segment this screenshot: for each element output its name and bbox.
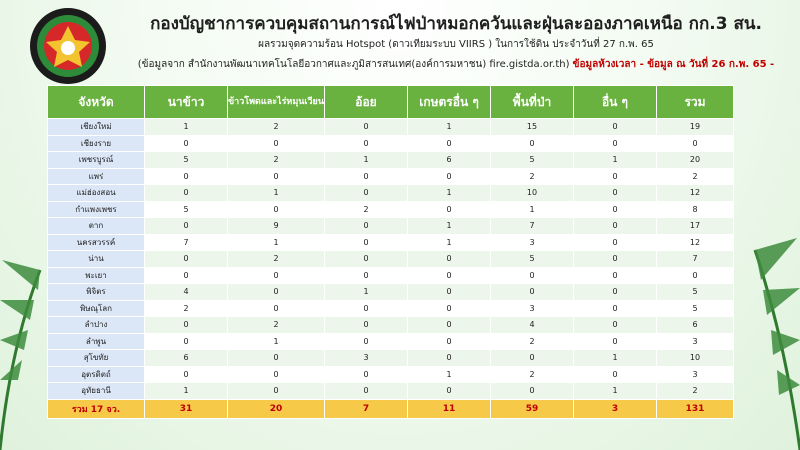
cell-forest: 15 bbox=[491, 119, 574, 136]
cell-province: อุทัยธานี bbox=[48, 383, 145, 400]
header bbox=[0, 0, 800, 84]
cell-forest: 0 bbox=[491, 135, 574, 152]
cell-forest: 0 bbox=[491, 350, 574, 367]
cell-sugarcane: 1 bbox=[325, 284, 408, 301]
cell-rice: 1 bbox=[145, 119, 228, 136]
table-row bbox=[48, 218, 734, 235]
cell-rice: 0 bbox=[145, 218, 228, 235]
cell-province: พิษณุโลก bbox=[48, 300, 145, 317]
cell-other: 0 bbox=[574, 300, 657, 317]
cell-province: พะเยา bbox=[48, 267, 145, 284]
column-header-rice: นาข้าว bbox=[145, 86, 228, 119]
total-cell-corn: 20 bbox=[228, 399, 325, 418]
cell-total: 0 bbox=[657, 135, 734, 152]
cell-corn: 0 bbox=[228, 383, 325, 400]
table-row bbox=[48, 185, 734, 202]
cell-total: 3 bbox=[657, 333, 734, 350]
cell-other: 1 bbox=[574, 350, 657, 367]
cell-corn: 0 bbox=[228, 267, 325, 284]
cell-total: 19 bbox=[657, 119, 734, 136]
cell-other: 0 bbox=[574, 135, 657, 152]
table-header-row bbox=[48, 86, 734, 119]
cell-other-agriculture: 1 bbox=[408, 185, 491, 202]
cell-other-agriculture: 0 bbox=[408, 135, 491, 152]
column-header-sugarcane: อ้อย bbox=[325, 86, 408, 119]
total-cell-other: 3 bbox=[574, 399, 657, 418]
table-row bbox=[48, 251, 734, 268]
total-cell-rice: 31 bbox=[145, 399, 228, 418]
hotspot-table bbox=[47, 85, 734, 419]
cell-corn: 0 bbox=[228, 350, 325, 367]
cell-corn: 1 bbox=[228, 333, 325, 350]
cell-province: ลำปาง bbox=[48, 317, 145, 334]
total-cell-total: 131 bbox=[657, 399, 734, 418]
cell-corn: 1 bbox=[228, 185, 325, 202]
cell-rice: 2 bbox=[145, 300, 228, 317]
cell-rice: 6 bbox=[145, 350, 228, 367]
table-row bbox=[48, 317, 734, 334]
cell-province: น่าน bbox=[48, 251, 145, 268]
cell-corn: 1 bbox=[228, 234, 325, 251]
table-row bbox=[48, 168, 734, 185]
cell-corn: 0 bbox=[228, 284, 325, 301]
emblem-logo-icon bbox=[28, 6, 108, 86]
cell-forest: 2 bbox=[491, 333, 574, 350]
cell-rice: 5 bbox=[145, 152, 228, 169]
table-row bbox=[48, 284, 734, 301]
cell-corn: 0 bbox=[228, 366, 325, 383]
cell-rice: 5 bbox=[145, 201, 228, 218]
column-header-province: จังหวัด bbox=[48, 86, 145, 119]
cell-sugarcane: 0 bbox=[325, 119, 408, 136]
data-source-text: (ข้อมูลจาก สำนักงานพัฒนาเทคโนโลยีอวกาศและภูมิสารสนเทศ(องค์การมหาชน) fire.gistda.or.th) bbox=[137, 59, 570, 70]
table-row bbox=[48, 300, 734, 317]
table-row bbox=[48, 152, 734, 169]
cell-other-agriculture: 0 bbox=[408, 383, 491, 400]
cell-total: 12 bbox=[657, 234, 734, 251]
table-row bbox=[48, 366, 734, 383]
cell-forest: 0 bbox=[491, 284, 574, 301]
cell-total: 0 bbox=[657, 267, 734, 284]
cell-total: 5 bbox=[657, 300, 734, 317]
total-cell-forest: 59 bbox=[491, 399, 574, 418]
cell-forest: 5 bbox=[491, 152, 574, 169]
cell-total: 6 bbox=[657, 317, 734, 334]
cell-corn: 2 bbox=[228, 119, 325, 136]
table-total-row bbox=[48, 399, 734, 418]
cell-province: เพชรบูรณ์ bbox=[48, 152, 145, 169]
cell-province: กำแพงเพชร bbox=[48, 201, 145, 218]
cell-sugarcane: 0 bbox=[325, 168, 408, 185]
cell-other: 0 bbox=[574, 333, 657, 350]
cell-forest: 7 bbox=[491, 218, 574, 235]
page-title: กองบัญชาการควบคุมสถานการณ์ไฟป่าหมอกควันและฝุ่นละอองภาคเหนือ กก.3 สน. bbox=[150, 14, 762, 34]
cell-other: 0 bbox=[574, 185, 657, 202]
cell-other-agriculture: 0 bbox=[408, 251, 491, 268]
cell-forest: 5 bbox=[491, 251, 574, 268]
cell-other-agriculture: 0 bbox=[408, 201, 491, 218]
column-header-corn: ข้าวโพดและไร่หมุนเวียน bbox=[228, 86, 325, 119]
cell-other-agriculture: 0 bbox=[408, 168, 491, 185]
table-row bbox=[48, 135, 734, 152]
cell-sugarcane: 0 bbox=[325, 317, 408, 334]
cell-rice: 0 bbox=[145, 317, 228, 334]
cell-province: นครสวรรค์ bbox=[48, 234, 145, 251]
cell-other: 1 bbox=[574, 383, 657, 400]
cell-forest: 4 bbox=[491, 317, 574, 334]
cell-sugarcane: 0 bbox=[325, 234, 408, 251]
column-header-total: รวม bbox=[657, 86, 734, 119]
cell-rice: 1 bbox=[145, 383, 228, 400]
cell-forest: 2 bbox=[491, 366, 574, 383]
cell-sugarcane: 2 bbox=[325, 201, 408, 218]
cell-province: แม่ฮ่องสอน bbox=[48, 185, 145, 202]
cell-sugarcane: 0 bbox=[325, 185, 408, 202]
cell-sugarcane: 0 bbox=[325, 267, 408, 284]
cell-province: ลำพูน bbox=[48, 333, 145, 350]
cell-total: 12 bbox=[657, 185, 734, 202]
cell-other-agriculture: 0 bbox=[408, 317, 491, 334]
cell-forest: 1 bbox=[491, 201, 574, 218]
cell-other: 0 bbox=[574, 267, 657, 284]
table-row bbox=[48, 234, 734, 251]
cell-corn: 9 bbox=[228, 218, 325, 235]
table-row bbox=[48, 267, 734, 284]
cell-other: 0 bbox=[574, 201, 657, 218]
cell-sugarcane: 0 bbox=[325, 333, 408, 350]
cell-forest: 0 bbox=[491, 267, 574, 284]
cell-province: เชียงราย bbox=[48, 135, 145, 152]
cell-sugarcane: 0 bbox=[325, 383, 408, 400]
total-cell-other-agriculture: 11 bbox=[408, 399, 491, 418]
column-header-forest: พื้นที่ป่า bbox=[491, 86, 574, 119]
cell-other: 0 bbox=[574, 119, 657, 136]
cell-other: 0 bbox=[574, 218, 657, 235]
cell-forest: 3 bbox=[491, 234, 574, 251]
column-header-other-agriculture: เกษตรอื่น ๆ bbox=[408, 86, 491, 119]
cell-corn: 2 bbox=[228, 251, 325, 268]
cell-forest: 3 bbox=[491, 300, 574, 317]
cell-other-agriculture: 1 bbox=[408, 366, 491, 383]
cell-other: 0 bbox=[574, 284, 657, 301]
palm-leaf-right-icon bbox=[735, 120, 800, 450]
column-header-other: อื่น ๆ bbox=[574, 86, 657, 119]
cell-sugarcane: 0 bbox=[325, 251, 408, 268]
data-timestamp-highlight: ข้อมูลห้วงเวลา - ข้อมูล ณ วันที่ 26 ก.พ. 65 - bbox=[572, 59, 775, 70]
cell-corn: 0 bbox=[228, 300, 325, 317]
cell-total: 2 bbox=[657, 168, 734, 185]
cell-province: พิจิตร bbox=[48, 284, 145, 301]
cell-rice: 0 bbox=[145, 168, 228, 185]
cell-province: ตาก bbox=[48, 218, 145, 235]
cell-total: 20 bbox=[657, 152, 734, 169]
cell-total: 10 bbox=[657, 350, 734, 367]
table-row bbox=[48, 119, 734, 136]
cell-other: 0 bbox=[574, 251, 657, 268]
cell-rice: 0 bbox=[145, 333, 228, 350]
cell-province: เชียงใหม่ bbox=[48, 119, 145, 136]
cell-sugarcane: 0 bbox=[325, 300, 408, 317]
cell-other-agriculture: 0 bbox=[408, 333, 491, 350]
cell-other-agriculture: 0 bbox=[408, 300, 491, 317]
cell-other-agriculture: 0 bbox=[408, 284, 491, 301]
cell-other-agriculture: 1 bbox=[408, 234, 491, 251]
cell-sugarcane: 3 bbox=[325, 350, 408, 367]
cell-total: 7 bbox=[657, 251, 734, 268]
total-cell-province: รวม 17 จว. bbox=[48, 399, 145, 418]
cell-rice: 4 bbox=[145, 284, 228, 301]
cell-sugarcane: 1 bbox=[325, 152, 408, 169]
cell-sugarcane: 0 bbox=[325, 366, 408, 383]
cell-total: 8 bbox=[657, 201, 734, 218]
cell-total: 5 bbox=[657, 284, 734, 301]
table-row bbox=[48, 350, 734, 367]
cell-other-agriculture: 1 bbox=[408, 218, 491, 235]
cell-corn: 0 bbox=[228, 168, 325, 185]
table-row bbox=[48, 333, 734, 350]
table-row bbox=[48, 383, 734, 400]
cell-forest: 10 bbox=[491, 185, 574, 202]
data-source-line bbox=[118, 57, 794, 72]
cell-province: แพร่ bbox=[48, 168, 145, 185]
cell-corn: 2 bbox=[228, 317, 325, 334]
cell-rice: 0 bbox=[145, 251, 228, 268]
page-subtitle: ผลรวมจุดความร้อน Hotspot (ดาวเทียมระบบ VIIRS ) ในการใช้ดิน ประจำวันที่ 27 ก.พ. 65 bbox=[258, 39, 654, 50]
cell-sugarcane: 0 bbox=[325, 218, 408, 235]
cell-province: สุโขทัย bbox=[48, 350, 145, 367]
cell-total: 3 bbox=[657, 366, 734, 383]
cell-sugarcane: 0 bbox=[325, 135, 408, 152]
cell-other: 0 bbox=[574, 317, 657, 334]
cell-other-agriculture: 0 bbox=[408, 350, 491, 367]
cell-total: 2 bbox=[657, 383, 734, 400]
cell-province: อุตรดิตถ์ bbox=[48, 366, 145, 383]
total-cell-sugarcane: 7 bbox=[325, 399, 408, 418]
cell-corn: 2 bbox=[228, 152, 325, 169]
cell-corn: 0 bbox=[228, 201, 325, 218]
cell-forest: 0 bbox=[491, 383, 574, 400]
cell-rice: 0 bbox=[145, 135, 228, 152]
cell-total: 17 bbox=[657, 218, 734, 235]
cell-rice: 0 bbox=[145, 366, 228, 383]
cell-other: 0 bbox=[574, 168, 657, 185]
cell-rice: 0 bbox=[145, 185, 228, 202]
cell-other-agriculture: 6 bbox=[408, 152, 491, 169]
cell-other: 0 bbox=[574, 366, 657, 383]
cell-rice: 0 bbox=[145, 267, 228, 284]
table-row bbox=[48, 201, 734, 218]
cell-other: 0 bbox=[574, 234, 657, 251]
cell-corn: 0 bbox=[228, 135, 325, 152]
cell-rice: 7 bbox=[145, 234, 228, 251]
cell-other: 1 bbox=[574, 152, 657, 169]
cell-forest: 2 bbox=[491, 168, 574, 185]
cell-other-agriculture: 1 bbox=[408, 119, 491, 136]
cell-other-agriculture: 0 bbox=[408, 267, 491, 284]
